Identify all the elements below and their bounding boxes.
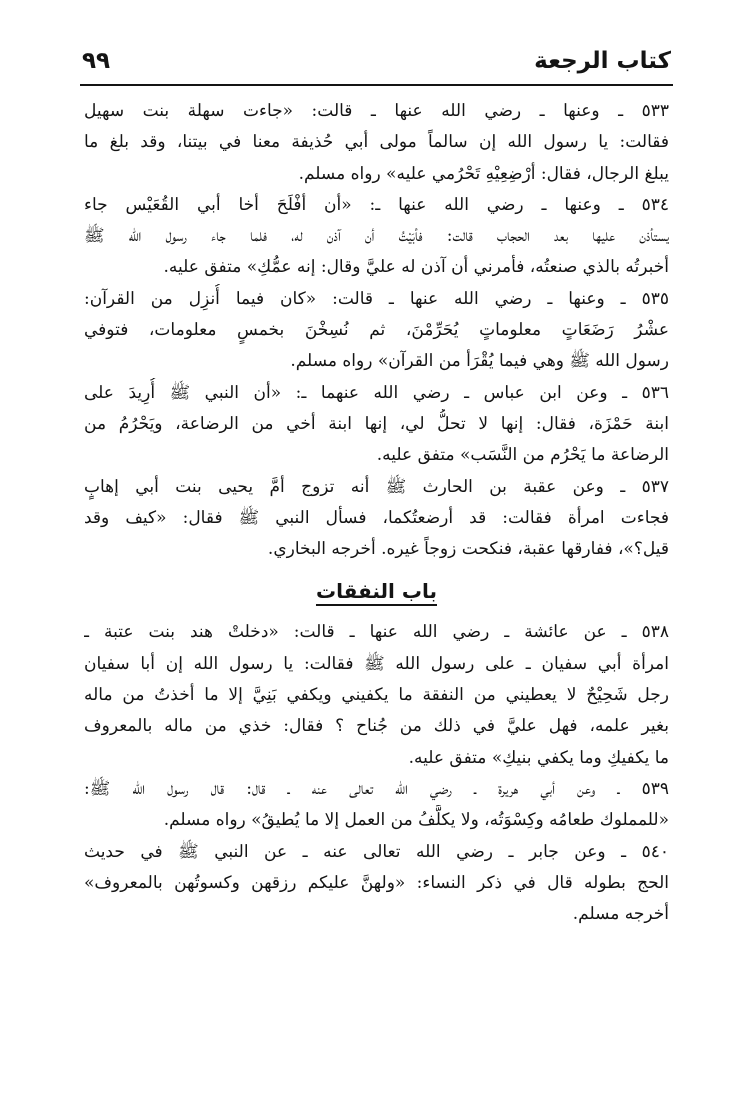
text-line: ٥٣٧ ـ وعن عقبة بن الحارث ﷺ أنه تزوج أمَّ يحيى بنت أبي إهابٍ <box>84 476 669 497</box>
text-line: يبلغ الرجال، فقال: أرْضِعِيْهِ تَحْرُمي عليه» رواه مسلم. <box>298 163 669 184</box>
page-number: ٩٩ <box>82 48 111 74</box>
header-rule <box>80 84 673 86</box>
text-line: ٥٣٨ ـ عن عائشة ـ رضي الله عنها ـ قالت: «دخلتْ هند بنت عتبة ـ <box>84 622 669 643</box>
text-line: يستأذن عليها بعد الحجاب قالت: فأبَيْتُ أن آذن له، فلما جاء رسول الله ﷺ <box>84 226 669 247</box>
text-line: رجل شَحِيْحٌ لا يعطيني من النفقة ما يكفيني ويكفي بَنِيَّ إلا ما أخذتُ من ماله <box>84 685 669 706</box>
text-line: عشْرُ رَضَعَاتٍ معلوماتٍ يُحَرِّمْنَ، ثم نُسِخْنَ بخمسٍ معلومات، فتوفي <box>84 320 669 341</box>
text-line: ما يكفيكِ وما يكفي بنيكِ» متفق عليه. <box>408 747 669 768</box>
text-line: فجاءت امرأة فقالت: قد أرضعتُكما، فسأل النبي ﷺ فقال: «كيف وقد <box>84 507 669 528</box>
text-line: رسول الله ﷺ وهي فيما يُقْرَأ من القرآن» رواه مسلم. <box>290 351 669 372</box>
text-line: أخبرتُه بالذي صنعتُه، فأمرني أن آذن له عليَّ وقال: إنه عمُّكِ» متفق عليه. <box>163 257 669 278</box>
text-line: امرأة أبي سفيان ـ على رسول الله ﷺ فقالت: يا رسول الله إن أبا سفيان <box>84 653 669 674</box>
chapter-title: كتاب الرجعة <box>534 48 671 74</box>
section-title: باب النفقات <box>315 579 437 604</box>
text-line: الرضاعة ما يَحْرُم من النَّسَب» متفق عليه. <box>376 445 669 466</box>
text-line: ٥٣٦ ـ وعن ابن عباس ـ رضي الله عنهما ـ: «أن النبي ﷺ أُرِيدَ على <box>84 382 669 403</box>
text-line: أخرجه مسلم. <box>572 904 669 925</box>
text-line: ٥٣٩ ـ وعن أبي هريرة ـ رضي الله تعالى عنه ـ قال: قال رسول الله ﷺ: <box>84 778 669 799</box>
text-line: ٥٣٥ ـ وعنها ـ رضي الله عنها ـ قالت: «كان فيما أُنزِل من القرآن: <box>84 288 669 309</box>
text-line: فقالت: يا رسول الله إن سالماً مولى أبي حُذيفة معنا في بيتنا، وقد بلغ ما <box>84 132 669 153</box>
text-line: قيل؟»، ففارقها عقبة، فنكحت زوجاً غيره. أخرجه البخاري. <box>267 539 669 560</box>
running-header <box>82 44 671 82</box>
page-body <box>84 96 669 930</box>
text-line: ٥٣٣ ـ وعنها ـ رضي الله عنها ـ قالت: «جاءت سهلة بنت سهيل <box>84 101 669 121</box>
text-line: الحج بطوله قال في ذكر النساء: «ولهنَّ عليكم رزقهن وكسوتُهن بالمعروف» <box>84 872 669 893</box>
text-line: ٥٣٤ ـ وعنها ـ رضي الله عنها ـ: «أن أفْلَحَ أخا أبي القُعَيْس جاء <box>84 194 669 215</box>
text-line: ابنة حَمْزَة، فقال: إنها لا تحلُّ لي، إنها ابنة أخي من الرضاعة، ويَحْرُمُ من <box>84 413 669 434</box>
text-line: ٥٤٠ ـ وعن جابر ـ رضي الله تعالى عنه ـ عن النبي ﷺ في حديث <box>84 841 669 862</box>
text-line: «للمملوك طعامُه وكِسْوَتُه، ولا يكلَّفُ من العمل إلا ما يُطيقُ» رواه مسلم. <box>163 810 669 831</box>
text-line: بغير علمه، فهل عليَّ في ذلك من جُناح ؟ فقال: خذي من ماله بالمعروف <box>84 716 669 737</box>
